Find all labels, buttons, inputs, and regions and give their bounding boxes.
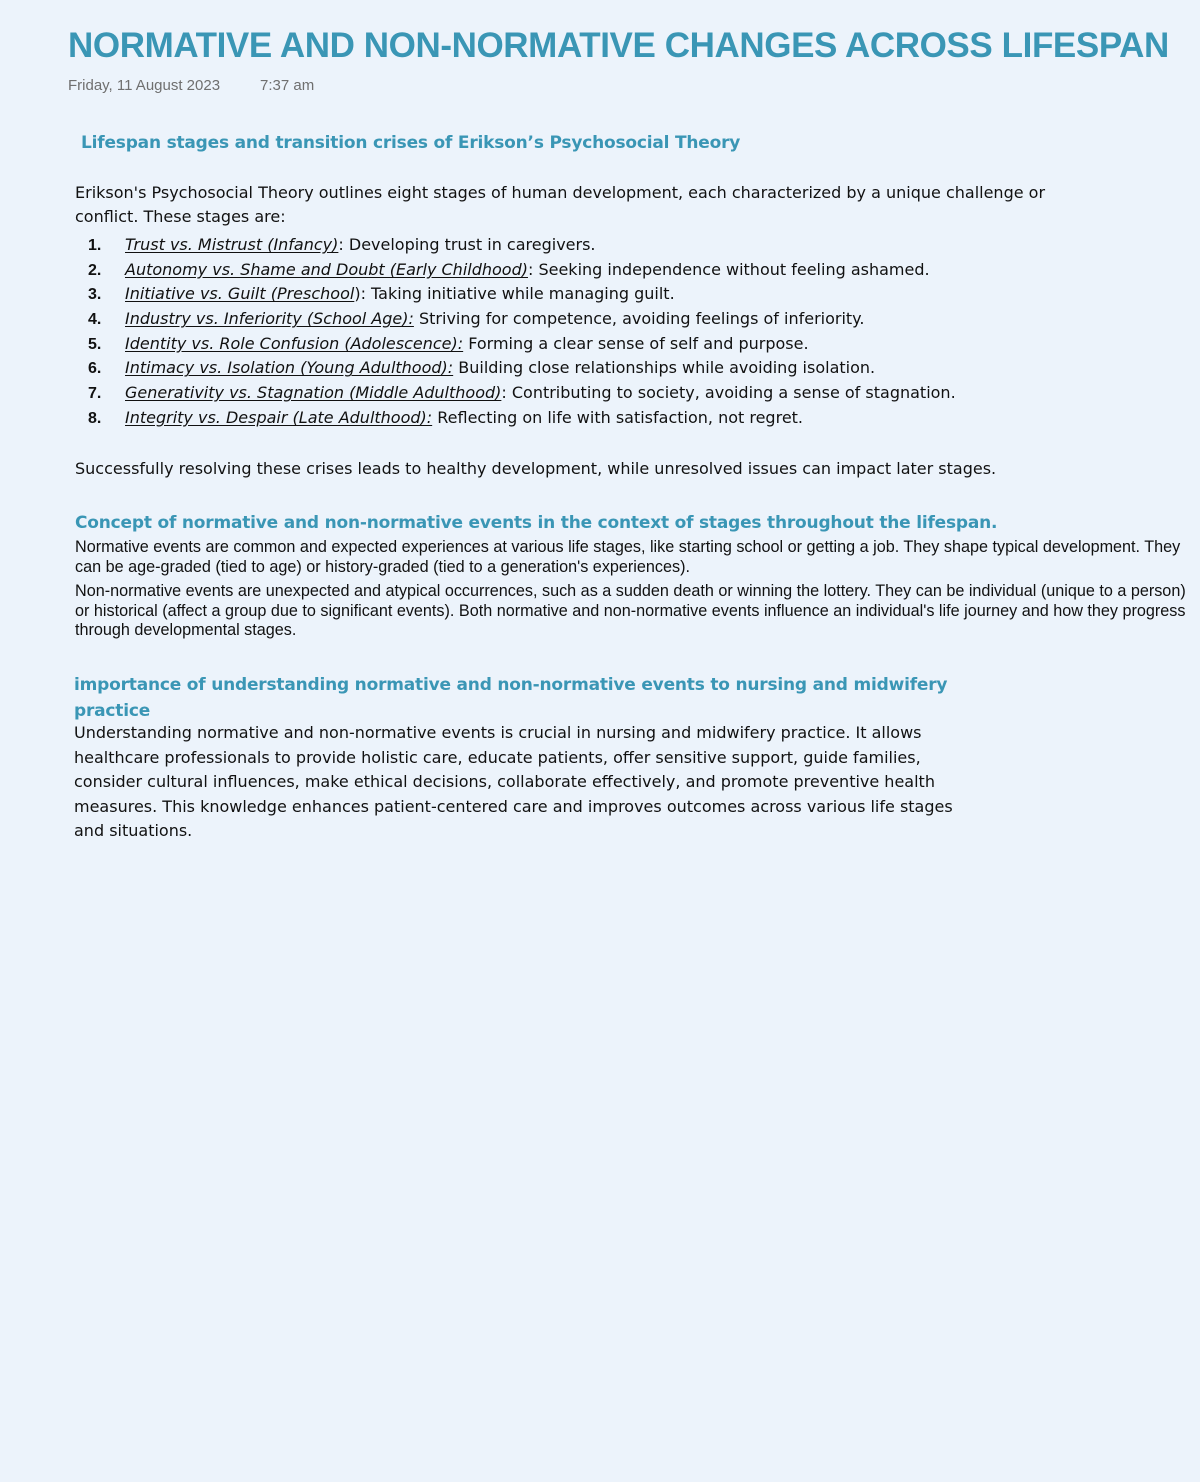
stage-separator: ): [354,284,366,304]
note-time: 7:37 am [260,77,315,94]
erikson-stage-list [75,233,1155,431]
stage-description: Striving for competence, avoiding feelings of inferiority. [413,309,865,329]
stage-name: Trust vs. Mistrust (Infancy) [125,235,339,254]
stage-name: Generativity vs. Stagnation (Middle Adulthood) [125,383,502,403]
stage-list-item [75,233,1155,258]
stage-description: Forming a clear sense of self and purpose. [463,333,809,353]
stage-number: 2. [88,261,102,279]
stage-list-item [75,381,1155,406]
stage-list-item [75,282,1155,307]
note-date: Friday, 11 August 2023 [68,77,221,94]
stage-content [125,381,956,406]
stage-content [125,258,930,283]
non-normative-events-paragraph: Non-normative events are unexpected and atypical occurrences, such as a sudden death or winning the lottery. They can be individual (unique to a person) or historical (affect a group due to significant events). Both normative and non-normative events influence an individual's life journey and how they progress through developmental stages. [75,582,1186,639]
stage-number: 6. [88,360,102,378]
note-timestamp [68,77,314,94]
stage-description: Contributing to society, avoiding a sense of stagnation. [506,383,956,403]
stage-name: Initiative vs. Guilt (Preschool [125,284,355,304]
stage-name: Autonomy vs. Shame and Doubt (Early Childhood) [125,259,528,279]
stage-number: 1. [88,237,102,254]
stage-content [125,356,875,381]
section-heading-normative-events: Concept of normative and non-normative events in the context of stages throughout the lifespan. [75,513,998,533]
stage-number: 4. [88,311,102,329]
stage-content [125,332,809,357]
stage-number: 5. [88,335,102,353]
stage-content [125,282,675,307]
stage-list-item [75,356,1155,381]
stage-description: Seeking independence without feeling ashamed. [533,259,930,279]
stage-list-item [75,258,1155,283]
stage-description: Developing trust in caregivers. [343,235,596,254]
stage-name: Integrity vs. Despair (Late Adulthood): [125,407,433,427]
erikson-intro: Erikson's Psychosocial Theory outlines eight stages of human development, each characterized by a unique challenge or conflict. These stages are: [75,183,1046,226]
stage-description: Building close relationships while avoiding isolation. [453,358,876,378]
stage-separator: : [338,235,344,254]
stage-name: Industry vs. Inferiority (School Age): [125,309,414,329]
stage-separator: : [527,259,534,279]
page-title: NORMATIVE AND NON-NORMATIVE CHANGES ACROSS LIFESPAN [68,26,1169,65]
stage-number: 3. [88,286,102,304]
stage-content [125,307,864,332]
stage-description: Taking initiative while managing guilt. [365,284,675,304]
section-heading-erikson: Lifespan stages and transition crises of Erikson’s Psychosocial Theory [81,133,741,153]
stage-list-item [75,332,1155,357]
stage-content [125,233,596,258]
section-heading-nursing-importance: importance of understanding normative and non-normative events to nursing and midwifery practice [74,675,948,721]
normative-events-paragraph: Normative events are common and expected experiences at various life stages, like starting school or getting a job. They shape typical development. They can be age-graded (tied to age) or history-graded (tied to a generation's experiences). [75,538,1181,576]
stage-number: 8. [88,409,102,427]
stage-separator: : [501,383,507,403]
stage-name: Intimacy vs. Isolation (Young Adulthood): [125,358,454,378]
stage-list-item [75,406,1155,431]
stage-description: Reflecting on life with satisfaction, not regret. [432,407,804,427]
stage-number: 7. [88,385,102,403]
stage-content [125,406,803,431]
stage-list-item [75,307,1155,332]
erikson-conclusion: Successfully resolving these crises leads to healthy development, while unresolved issues can impact later stages. [75,459,997,478]
nursing-importance-paragraph: Understanding normative and non-normative events is crucial in nursing and midwifery practice. It allows healthcare professionals to provide holistic care, educate patients, offer sensitive support, guide families, consider cultural influences, make ethical decisions, collaborate effectively, and promote preventive health measures. This knowledge enhances patient-centered care and improves outcomes across various life stages and situations. [74,723,953,840]
stage-name: Identity vs. Role Confusion (Adolescence): [125,333,464,353]
